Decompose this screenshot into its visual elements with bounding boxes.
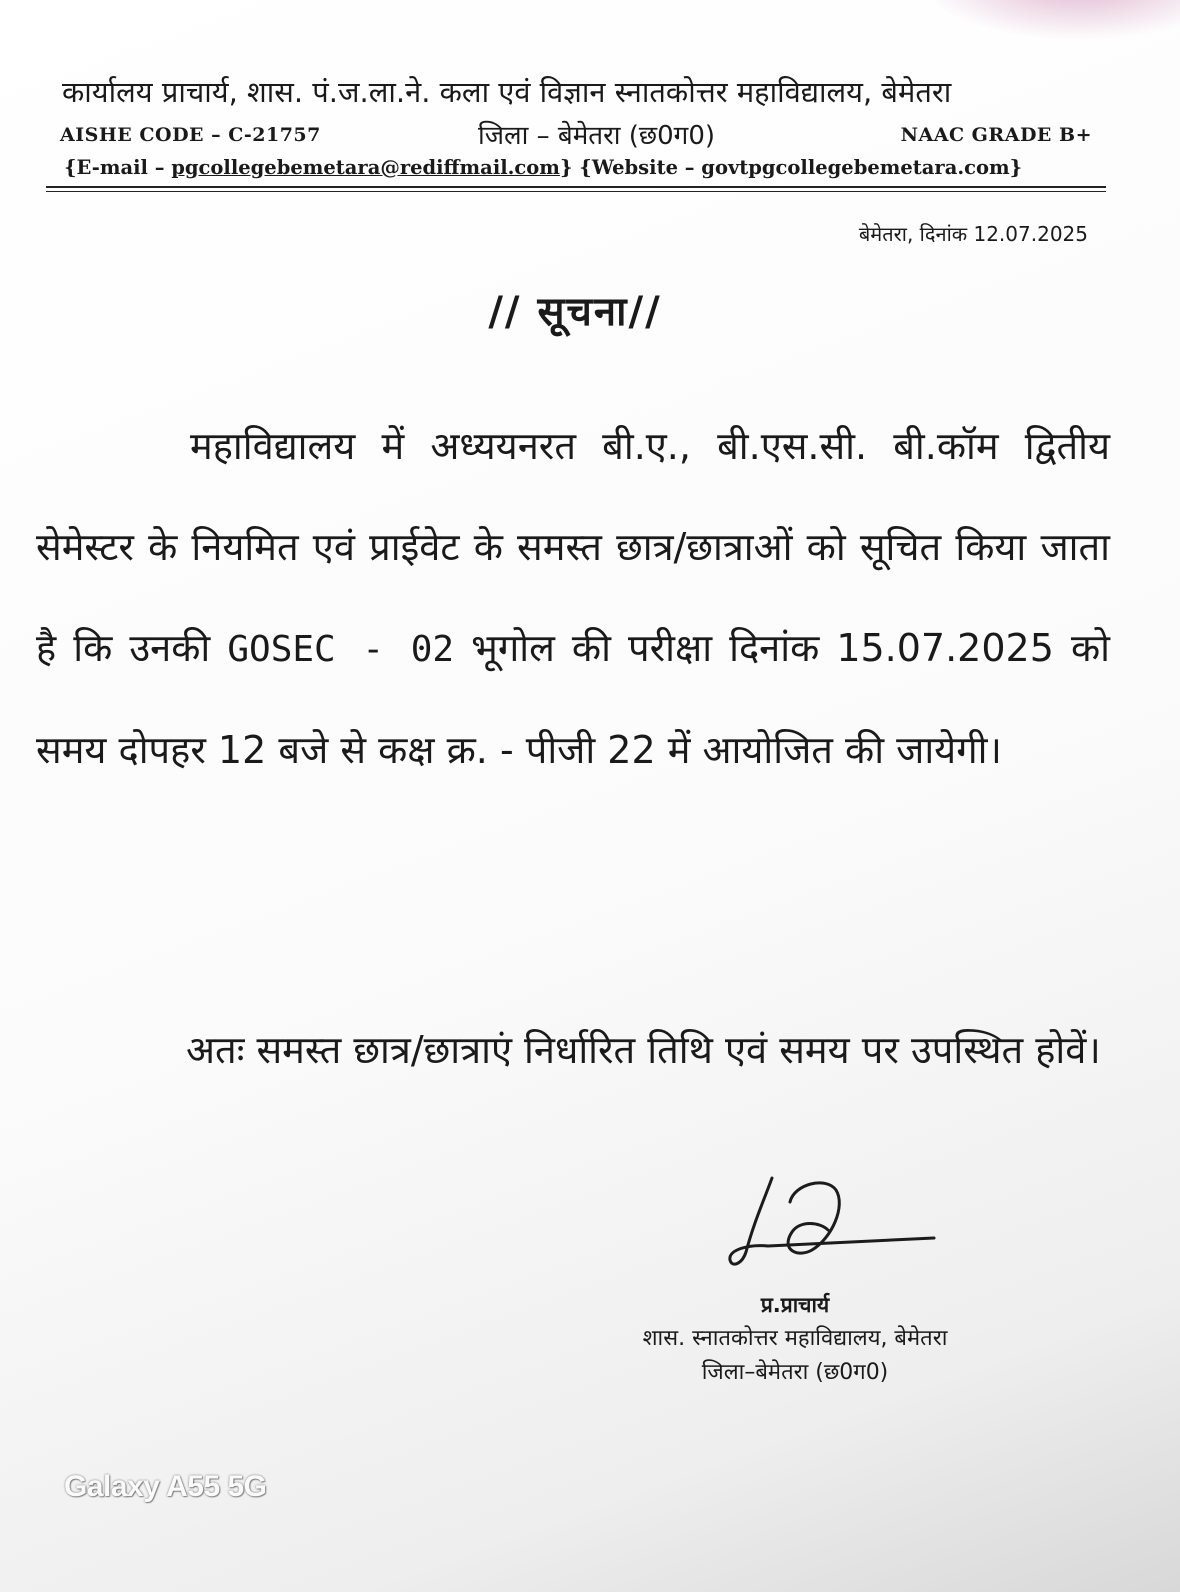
header-divider — [46, 186, 1106, 188]
naac-grade: NAAC GRADE B+ — [900, 124, 1092, 146]
camera-watermark: Galaxy A55 5G — [64, 1470, 267, 1503]
notice-paragraph-2: अतः समस्त छात्र/छात्राएं निर्धारित तिथि एवं समय पर उपस्थित होवें। — [186, 1028, 1101, 1072]
office-header-line: कार्यालय प्राचार्य, शास. पं.ज.ला.ने. कला एवं विज्ञान स्नातकोत्तर महाविद्यालय, बेमेतरा — [62, 75, 952, 109]
notice-paragraph-1 — [36, 396, 1110, 801]
signatory-block — [560, 1288, 1030, 1390]
contact-row — [64, 156, 1094, 179]
header-divider-thin — [46, 191, 1106, 192]
paragraph-1-part-b: भूगोल की परीक्षा दिनांक 15.07.2025 को समय दोपहर 12 बजे से कक्ष क्र. - पीजी 22 में आयोजित की जायेगी। — [36, 626, 1110, 772]
notice-date: बेमेतरा, दिनांक 12.07.2025 — [858, 222, 1088, 246]
signatory-district: जिला–बेमेतरा (छ0ग0) — [701, 1360, 889, 1385]
email-close: } — [559, 156, 573, 179]
district-line: जिला – बेमेतरा (छ0ग0) — [478, 121, 715, 151]
signatory-institution: शास. स्नातकोत्तर महाविद्यालय, बेमेतरा — [642, 1326, 948, 1351]
paragraph-1-part-a: महाविद्यालय में अध्ययनरत बी.ए., बी.एस.सी. बी.कॉम द्वितीय सेमेस्टर के नियमित एवं प्राईवेट के समस्त छात्र/छात्राओं को सूचित किया जाता है कि उनकी — [36, 424, 1110, 670]
corner-color-tint — [920, 0, 1180, 40]
email-link[interactable]: pgcollegebemetara@rediffmail.com — [171, 156, 560, 179]
notice-title: // सूचना// — [488, 289, 662, 335]
header-info-row — [60, 116, 1110, 156]
subject-code: GOSEC - 02 — [227, 629, 455, 670]
aishe-code: AISHE CODE – C-21757 — [60, 124, 321, 146]
handwritten-signature — [724, 1160, 944, 1280]
signatory-title: प्र.प्राचार्य — [760, 1293, 830, 1317]
email-label: {E-mail – — [64, 156, 172, 179]
website-text: {Website – govtpgcollegebemetara.com} — [572, 156, 1023, 179]
